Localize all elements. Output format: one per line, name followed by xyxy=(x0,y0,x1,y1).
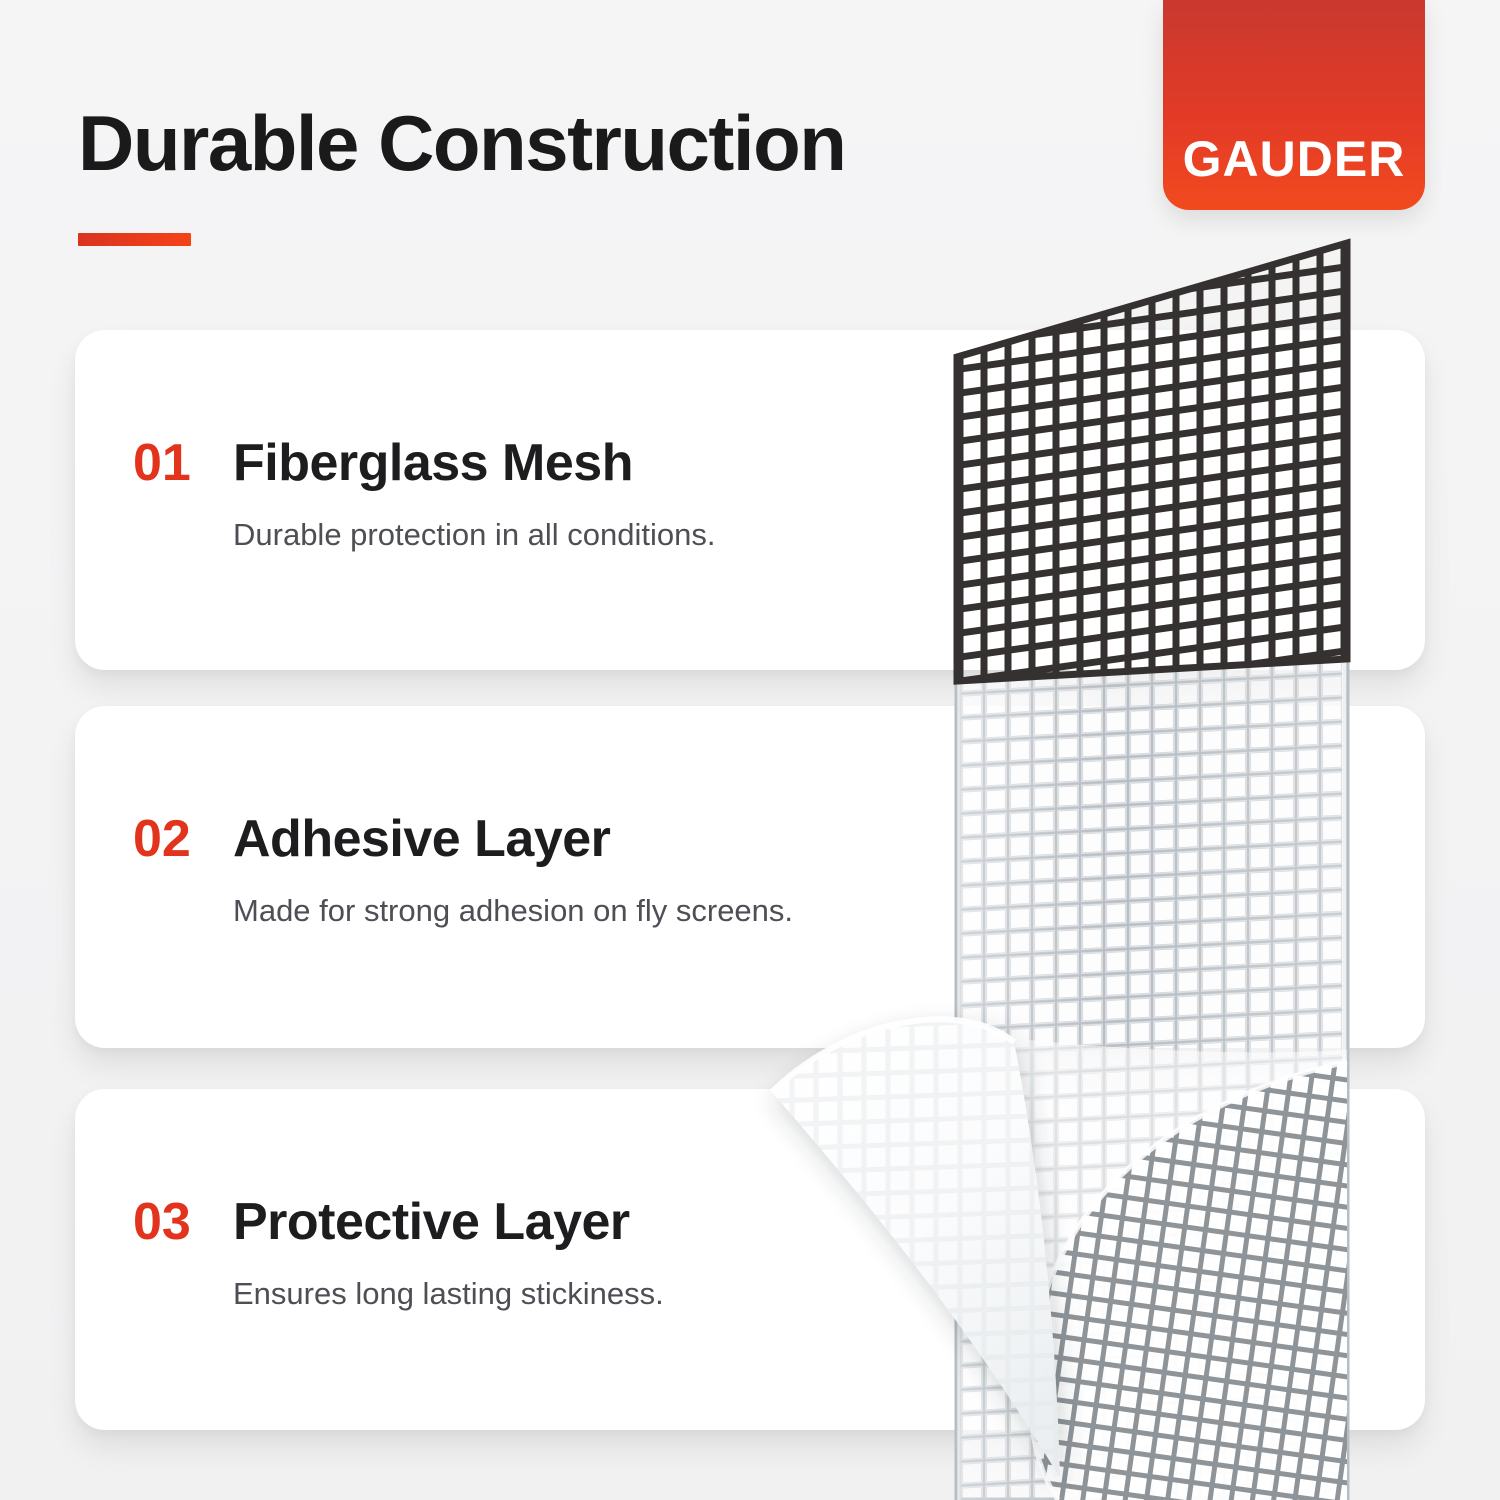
brand-name: GAUDER xyxy=(1182,131,1406,187)
feature-title: Adhesive Layer xyxy=(233,810,611,868)
brand-badge xyxy=(1163,0,1425,210)
feature-card-protective-layer xyxy=(75,1089,1425,1430)
feature-title: Fiberglass Mesh xyxy=(233,434,633,492)
feature-description: Durable protection in all conditions. xyxy=(233,517,716,552)
feature-number: 01 xyxy=(133,434,191,492)
feature-number: 03 xyxy=(133,1193,191,1251)
feature-description: Ensures long lasting stickiness. xyxy=(233,1276,664,1311)
feature-card-fiberglass-mesh xyxy=(75,330,1425,670)
feature-description: Made for strong adhesion on fly screens. xyxy=(233,893,794,928)
feature-number: 02 xyxy=(133,810,191,868)
feature-card-adhesive-layer xyxy=(75,706,1425,1048)
title-underline xyxy=(78,233,191,246)
feature-title: Protective Layer xyxy=(233,1193,630,1251)
page-title: Durable Construction xyxy=(78,99,846,187)
